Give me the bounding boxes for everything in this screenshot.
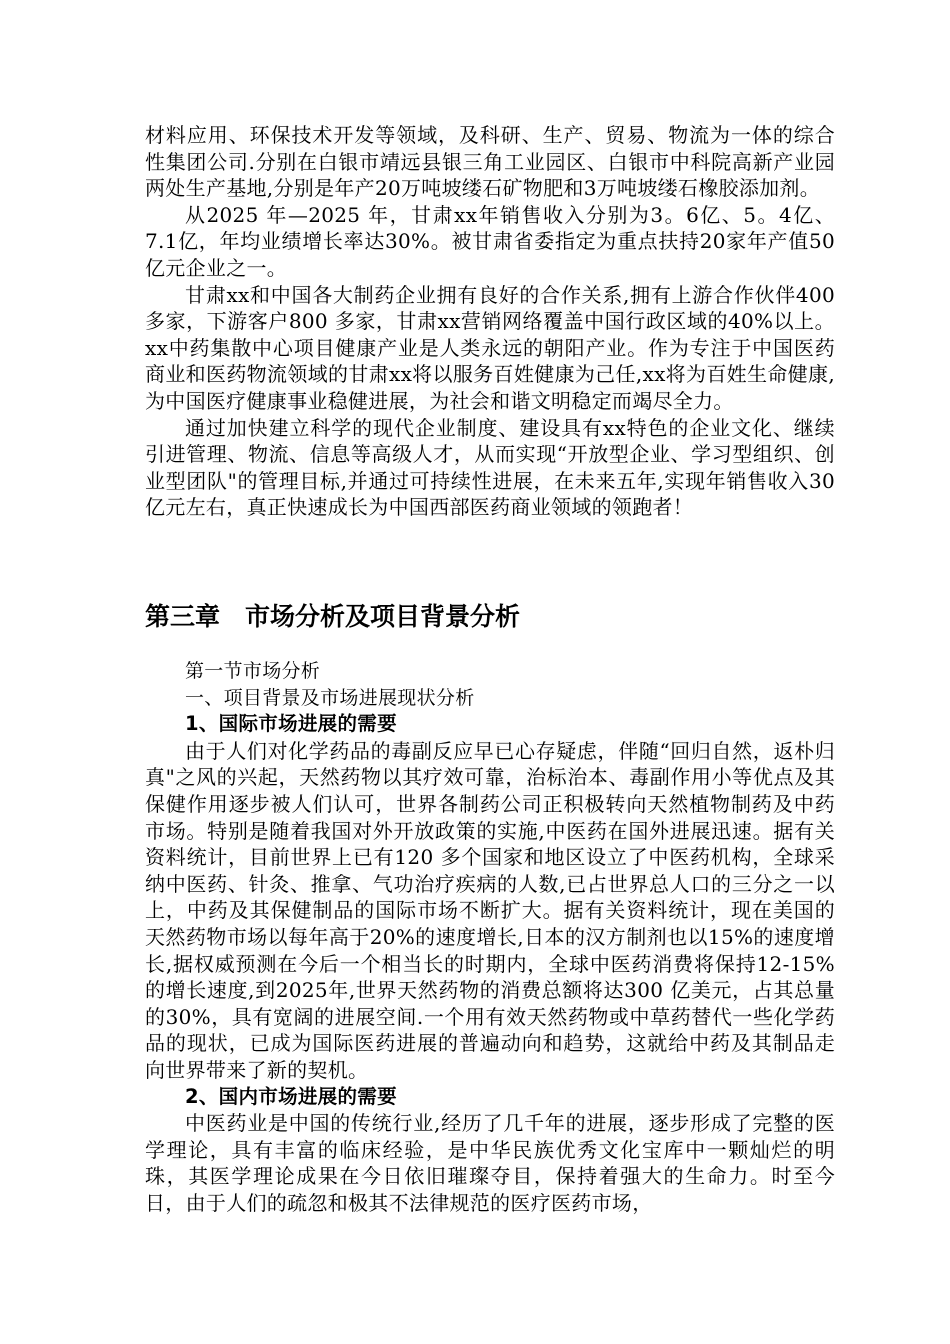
paragraph-international-market: 由于人们对化学药品的毒副反应早已心存疑虑，伴随“回归自然，返朴归真"之风的兴起，天然药物以其疗效可靠，治标治本、毒副作用小等优点及其保健作用逐步被人们认可，世界各制药公司正积极转向天然植物制药及中药市场。特别是随着我国对外开放政策的实施,中医药在国外进展迅速。据有关资料统计，目前世界上已有120 多个国家和地区设立了中医药机构，全球采纳中医药、针灸、推拿、气功治疗疾病的人数,已占世界总人口的三分之一以上，中药及其保健制品的国际市场不断扩大。据有关资料统计，现在美国的天然药物市场以每年高于20%的速度增长,日本的汉方制剂也以15%的速度增长,据权威预测在今后一个相当长的时期内，全球中医药消费将保持12-15%的增长速度,到2025年,世界天然药物的消费总额将达300 亿美元，占其总量的30%，具有宽阔的进展空间.一个用有效天然药物或中草药替代一些化学药品的现状，已成为国际医药进展的普遍动向和趋势，这就给中药及其制品走向世界带来了新的契机。 <box>145 738 835 1082</box>
section-title: 第一节市场分析 <box>185 660 321 682</box>
intro-section <box>145 122 835 521</box>
section-subtitle: 一、项目背景及市场进展现状分析 <box>185 686 475 709</box>
heading-international-market: 1、国际市场进展的需要 <box>185 712 397 736</box>
intro-paragraph-2: 从2025 年—2025 年，甘肃xx年销售收入分别为3。6亿、5。4亿、7.1亿，年均业绩增长率达30%。被甘肃省委指定为重点扶持20家年产值50亿元企业之一。 <box>145 202 835 280</box>
market-analysis-section <box>145 658 835 1216</box>
intro-paragraph-3: 甘肃xx和中国各大制药企业拥有良好的合作关系,拥有上游合作伙伴400 多家，下游客户800 多家，甘肃xx营销网络覆盖中国行政区域的40%以上。xx中药集散中心项目健康产业是人类永远的朝阳产业。作为专注于中国医药商业和医药物流领域的甘肃xx将以服务百姓健康为己任,xx将为百姓生命健康,为中国医疗健康事业稳健进展，为社会和谐文明稳定而竭尽全力。 <box>145 282 835 413</box>
heading-domestic-market: 2、国内市场进展的需要 <box>185 1084 397 1108</box>
intro-paragraph-4: 通过加快建立科学的现代企业制度、建设具有xx特色的企业文化、继续引进管理、物流、信息等高级人才，从而实现“开放型企业、学习型组织、创业型团队"的管理目标,并通过可持续性进展，在未来五年,实现年销售收入30亿元左右，真正快速成长为中国西部医药商业领域的领跑者！ <box>145 415 835 520</box>
paragraph-domestic-market: 中医药业是中国的传统行业,经历了几千年的进展，逐步形成了完整的医学理论，具有丰富的临床经验，是中华民族优秀文化宝库中一颗灿烂的明珠，其医学理论成果在今日依旧璀璨夺目，保持着强大的生命力。时至今日，由于人们的疏忽和极其不法律规范的医疗医药市场， <box>145 1111 835 1215</box>
chapter-title: 第三章 市场分析及项目背景分析 <box>145 602 521 631</box>
intro-paragraph-1: 材料应用、环保技术开发等领域，及科研、生产、贸易、物流为一体的综合性集团公司.分别在白银市靖远县银三角工业园区、白银市中科院高新产业园两处生产基地,分别是年产20万吨坡缕石矿物肥和3万吨坡缕石橡胶添加剂。 <box>145 123 835 201</box>
